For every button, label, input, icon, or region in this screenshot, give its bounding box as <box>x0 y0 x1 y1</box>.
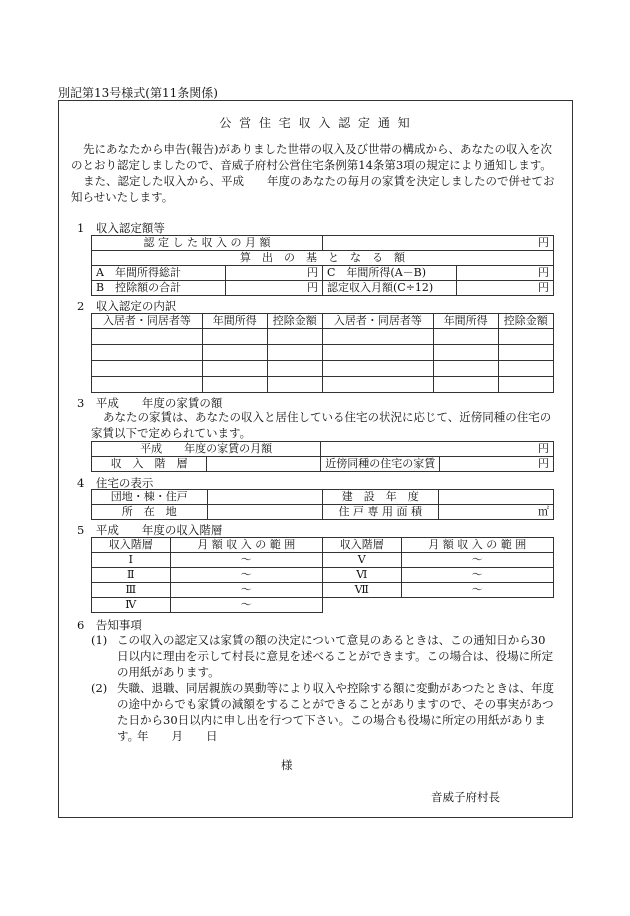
construction-year-label: 建 設 年 度 <box>323 490 439 505</box>
tier-1: Ⅰ <box>92 553 171 568</box>
rent-explanation: あなたの家賃は、あなたの収入と居住している住宅の状況に応じて、近傍同種の住宅の家賃以下で定められています。 <box>91 410 552 440</box>
notice-frame <box>58 100 573 818</box>
breakdown-header-deduction-2: 控除金額 <box>498 314 553 329</box>
tier-3: Ⅲ <box>92 583 171 598</box>
annual-income-total-value: 円 <box>225 266 322 281</box>
section-2-heading: 2 収入認定の内訳 <box>77 299 177 313</box>
certified-monthly-income-value: 円 <box>322 236 553 251</box>
tier-3-range: ～ <box>170 583 322 598</box>
deduction-total-value: 円 <box>225 281 322 296</box>
income-tier-table <box>91 537 554 613</box>
section-3-heading: 3 平成 年度の家賃の額 <box>77 396 223 410</box>
section-1-heading: 1 収入認定額等 <box>77 221 165 235</box>
calculation-basis-label: 算 出 の 基 と な る 額 <box>92 251 554 266</box>
tier-6-range: ～ <box>401 568 553 583</box>
income-tier-label: 収 入 階 層 <box>92 457 207 472</box>
tier-7-range: ～ <box>401 583 553 598</box>
annual-income-total-label: A 年間所得総計 <box>92 266 226 281</box>
monthly-certified-label: 認定収入月額(C÷12) <box>322 281 456 296</box>
date-line: 年 月 日 <box>137 729 218 743</box>
construction-year-value <box>438 490 554 505</box>
section-4-heading: 4 住宅の表示 <box>77 476 154 490</box>
section-6-heading: 6 告知事項 <box>77 618 142 632</box>
intro-paragraph-2: また、認定した収入から、平成 年度のあなたの毎月の家賃を決定しましたので併せてお知らせいたします。 <box>71 174 555 204</box>
notice-1-text: この収入の認定又は家賃の額の決定について意見のあるときは、この通知日から30日以内に理由を示して村長に意見を述べることができます。この場合は、役場に所定の用紙があります。 <box>117 633 554 679</box>
location-label: 所 在 地 <box>92 505 208 520</box>
monthly-certified-value: 円 <box>456 281 553 296</box>
income-certification-table <box>91 235 554 296</box>
tier-5-range: ～ <box>401 553 553 568</box>
section-5-heading: 5 平成 年度の収入階層 <box>77 523 223 537</box>
form-reference: 別記第13号様式(第11条関係) <box>58 86 218 100</box>
location-value <box>207 505 323 520</box>
housing-table <box>91 489 554 520</box>
breakdown-header-income-1: 年間所得 <box>202 314 267 329</box>
breakdown-header-deduction-1: 控除金額 <box>267 314 322 329</box>
monthly-rent-label: 平成 年度の家賃の月額 <box>92 442 321 457</box>
notice-2-text: 失職、退職、同居親族の異動等により収入や控除する額に変動があつたときは、年度の途中からでも家賃の減額をすることができることがありますので、その事実があつた日から30日以内に申し出を行つて下さい。この場合も役場に所定の用紙があります。 <box>117 681 554 743</box>
tier-4: Ⅳ <box>92 598 171 613</box>
market-rent-value: 円 <box>440 457 554 472</box>
floor-area-unit: ㎡ <box>438 505 554 520</box>
notice-1-marker: (1) <box>91 633 108 647</box>
deduction-total-label: B 控除額の合計 <box>92 281 226 296</box>
annual-income-net-label: C 年間所得(A－B) <box>322 266 456 281</box>
rent-table <box>91 441 554 472</box>
intro-paragraph-1: 先にあなたから申告(報告)がありました世帯の収入及び世帯の構成から、あなたの収入を次のとおり認定しましたので、音威子府村公営住宅条例第14条第3項の規定により通知します。 <box>71 142 552 172</box>
issuer-name: 音威子府村長 <box>431 790 500 804</box>
notice-2-marker: (2) <box>91 681 108 695</box>
income-breakdown-table <box>91 313 554 393</box>
tier-4-range: ～ <box>170 598 322 613</box>
tier-6: Ⅵ <box>322 568 401 583</box>
floor-area-label: 住 戸 専 用 面 積 <box>323 505 439 520</box>
estate-building-unit-value <box>207 490 323 505</box>
income-tier-value <box>207 457 321 472</box>
breakdown-header-income-2: 年間所得 <box>433 314 498 329</box>
market-rent-label: 近傍同種の住宅の家賃 <box>321 457 440 472</box>
tier-5: Ⅴ <box>322 553 401 568</box>
annual-income-net-value: 円 <box>456 266 553 281</box>
addressee-suffix: 様 <box>281 758 293 772</box>
certified-monthly-income-label: 認 定 し た 収 入 の 月 額 <box>92 236 323 251</box>
tier-1-range: ～ <box>170 553 322 568</box>
monthly-rent-value: 円 <box>321 442 554 457</box>
breakdown-header-resident-2: 入居者・同居者等 <box>322 314 433 329</box>
range-header-left: 月 額 収 入 の 範 囲 <box>170 538 322 553</box>
tier-2-range: ～ <box>170 568 322 583</box>
tier-header-right: 収入階層 <box>322 538 401 553</box>
tier-2: Ⅱ <box>92 568 171 583</box>
range-header-right: 月 額 収 入 の 範 囲 <box>401 538 553 553</box>
tier-header-left: 収入階層 <box>92 538 171 553</box>
estate-building-unit-label: 団地・棟・住戸 <box>92 490 208 505</box>
tier-7: Ⅶ <box>322 583 401 598</box>
document-title: 公 営 住 宅 収 入 認 定 通 知 <box>219 116 412 130</box>
breakdown-header-resident-1: 入居者・同居者等 <box>92 314 203 329</box>
